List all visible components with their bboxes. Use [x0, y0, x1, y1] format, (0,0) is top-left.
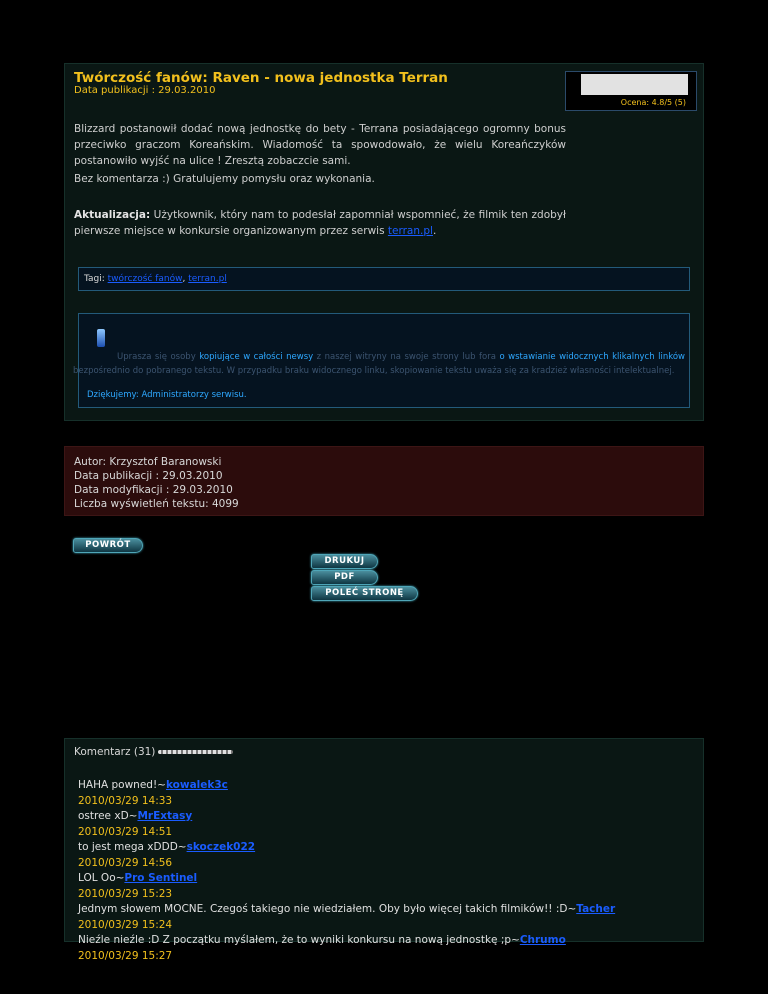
- copyright-notice: [73, 313, 690, 408]
- article-update-paragraph: [74, 207, 566, 239]
- rating-text: Ocena: 4.8/5 (5): [620, 98, 686, 107]
- comments-header: [74, 746, 233, 758]
- comment-list: [78, 778, 615, 964]
- meta-modified: Data modyfikacji : 29.03.2010: [74, 484, 233, 496]
- print-button[interactable]: DRUKUJ: [311, 554, 378, 569]
- back-button[interactable]: POWRÓT: [73, 538, 143, 553]
- comment-date: 2010/03/29 15:24: [78, 918, 173, 931]
- update-end: .: [432, 225, 437, 237]
- comment-item: Jednym słowem MOCNE. Czegoś takiego nie wiedziałem. Oby było więcej takich filmików!! :D~Tacher: [78, 903, 616, 915]
- comment-date: 2010/03/29 14:51: [78, 825, 173, 838]
- comments-panel: [64, 738, 704, 962]
- comment-date: 2010/03/29 14:56: [78, 856, 173, 869]
- recommend-button[interactable]: POLEĆ STRONĘ: [311, 586, 418, 601]
- article-panel: [64, 63, 704, 421]
- meta-author: Autor: Krzysztof Baranowski: [74, 456, 222, 468]
- comment-item: Nieźle nieźle :D Z początku myślałem, że to wyniki konkursu na nową jednostkę ;p~Chrumo: [78, 934, 566, 946]
- notice-thanks: Dziękujemy: Administratorzy serwisu.: [87, 390, 247, 400]
- rating-stars-bar[interactable]: [581, 74, 688, 95]
- article-meta-panel: [64, 446, 704, 516]
- update-label: Aktualizacja:: [74, 209, 151, 221]
- comment-author-link[interactable]: Tacher: [576, 903, 616, 915]
- rating-widget: [565, 71, 697, 111]
- notice-text: Uprasza się osoby kopiujące w całości newsy z naszej witryny na swoje strony lub fora o wstawianie widocznych klikalnych linków bezpośrednio do pobranego tekstu. W przypadku braku widocznego linku, skopiowanie tekstu uważa się za kradzież własności intelektualnej.: [73, 352, 685, 376]
- meta-published: Data publikacji : 29.03.2010: [74, 470, 223, 482]
- pdf-button[interactable]: PDF: [311, 570, 378, 585]
- comment-item: HAHA powned!~kowalek3c: [78, 779, 228, 791]
- comment-date: 2010/03/29 14:33: [78, 794, 173, 807]
- article-pubdate: Data publikacji : 29.03.2010: [74, 85, 216, 96]
- comment-date: 2010/03/29 15:27: [78, 949, 173, 962]
- comment-item: LOL Oo~Pro Sentinel: [78, 872, 198, 884]
- comment-author-link[interactable]: skoczek022: [186, 841, 256, 853]
- comments-title: Komentarz (31): [74, 746, 156, 758]
- comment-date: 2010/03/29 15:23: [78, 887, 173, 900]
- comment-author-link[interactable]: Chrumo: [519, 934, 566, 946]
- comment-author-link[interactable]: Pro Sentinel: [124, 872, 198, 884]
- tag-link-terran-pl[interactable]: terran.pl: [188, 274, 227, 284]
- comment-author-link[interactable]: MrExtasy: [137, 810, 193, 822]
- comment-item: ostree xD~MrExtasy: [78, 810, 193, 822]
- meta-views: Liczba wyświetleń tekstu: 4099: [74, 498, 239, 510]
- tags-box: [78, 267, 690, 291]
- comments-decoration: [158, 750, 233, 754]
- tags-label: Tagi:: [84, 274, 105, 284]
- comment-item: to jest mega xDDD~skoczek022: [78, 841, 256, 853]
- tag-link-fan-works[interactable]: twórczość fanów: [107, 274, 183, 284]
- comment-author-link[interactable]: kowalek3c: [165, 779, 228, 791]
- article-paragraph-2: Bez komentarza :) Gratulujemy pomysłu oraz wykonania.: [74, 173, 375, 185]
- terran-pl-link[interactable]: terran.pl: [387, 225, 433, 237]
- article-title: Twórczość fanów: Raven - nowa jednostka Terran: [74, 70, 448, 86]
- update-text: Użytkownik, który nam to podesłał zapomniał wspomnieć, że filmik ten zdobył pierwsze miejsce w konkursie organizowanym przez serwis: [74, 209, 566, 237]
- tag-separator: ,: [182, 274, 189, 284]
- article-paragraph-1: Blizzard postanowił dodać nową jednostkę do bety - Terrana posiadającego ogromny bonus przeciwko graczom Koreańskim. Wiadomość ta spowodowało, że wielu Koreańczyków postanowiło wyjść na ulice ! Zresztą zobaczcie sami.: [74, 123, 566, 167]
- info-icon: [97, 329, 105, 347]
